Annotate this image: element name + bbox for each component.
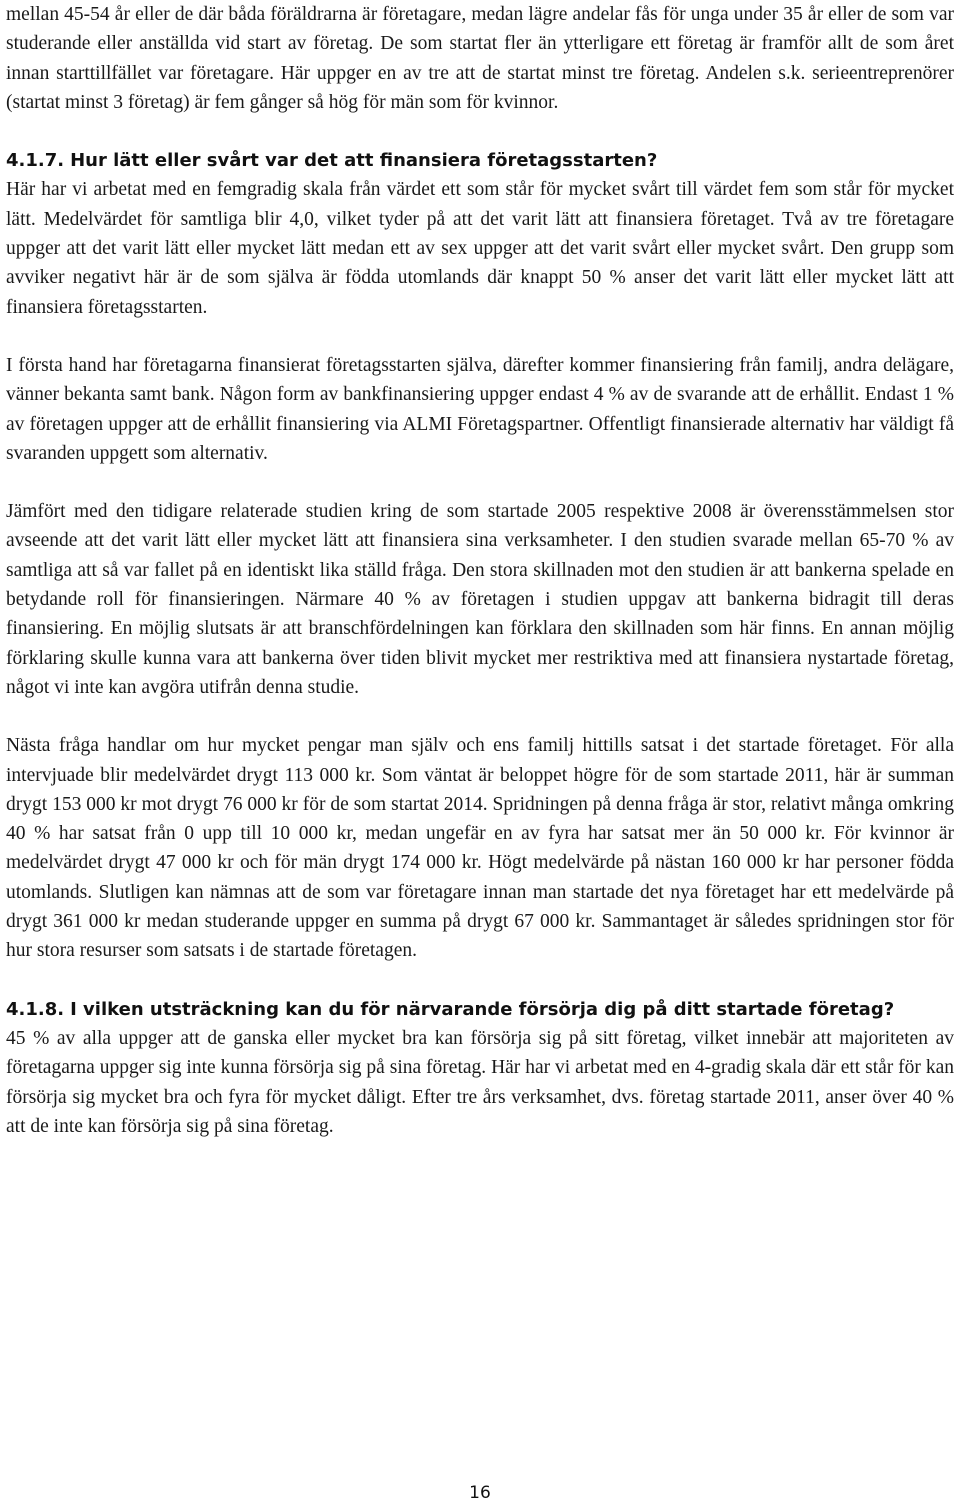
- page-number: 16: [469, 1483, 491, 1503]
- paragraph-serial-entrepreneurs: mellan 45-54 år eller de där båda föräldrarna är företagare, medan lägre andelar fås för unga under 35 år eller de som var studerande eller anställda vid start av företag. De som startat fler än ytterligare ett företag är framför allt de som året innan starttillfället var företagare. Här uppger en av tre att de startat minst tre företag. Andelen s.k. serieentreprenörer (startat minst 3 företag) är fem gånger så hög för män som för kvinnor.: [6, 4, 954, 113]
- section-heading-4-1-8: [6, 995, 954, 1024]
- section-heading-4-1-7: [6, 146, 954, 175]
- paragraph-self-support: 45 % av alla uppger att de ganska eller mycket bra kan försörja sig på sitt företag, vilket innebär att majoriteten av företagarna uppger sig inte kunna försörja sig på sina företag. Här har vi arbetat med en 4-gradig skala där ett står för kan försörja sig mycket bra och fyra för mycket dåligt. Efter tre års verksamhet, dvs. företag startade 2011, anser över 40 % att de inte kan försörja sig på sina företag.: [6, 1027, 954, 1137]
- paragraph-invested-capital: Nästa fråga handlar om hur mycket pengar man själv och ens familj hittills satsat i det startade företaget. För alla intervjuade blir medelvärdet drygt 113 000 kr. Som väntat är beloppet högre för de som startade 2011, här är summan drygt 153 000 kr mot drygt 76 000 kr för de som startat 2014. Spridningen på denna fråga är stor, relativt många omkring 40 % har satsat från 0 upp till 10 000 kr, medan ungefär en av fyra har satsat mer än 50 000 kr. För kvinnor är medelvärdet drygt 47 000 kr och för män drygt 174 000 kr. Högt medelvärde på nästan 160 000 kr har personer födda utomlands. Slutligen kan nämnas att de som var företagare innan man startade det nya företaget har ett medelvärde på drygt 361 000 kr medan studerande uppger en summa på drygt 67 000 kr. Sammantaget är således spridningen stor för hur stora resurser som satsats i de startade företagen.: [6, 735, 954, 962]
- spacer: [6, 468, 954, 497]
- section-title: I vilken utsträckning kan du för närvarande försörja dig på ditt startade företag?: [70, 998, 895, 1020]
- spacer: [6, 322, 954, 351]
- section-number: 4.1.8.: [6, 998, 65, 1020]
- spacer: [6, 966, 954, 995]
- document-page: [6, 0, 954, 1141]
- paragraph-comparison-earlier-study: Jämfört med den tidigare relaterade studien kring de som startade 2005 respektive 2008 är överensstämmelsen stor avseende att det varit lätt eller mycket lätt att finansiera sina verksamheter. I den studien svarade mellan 65-70 % av samtliga att så var fallet på en identiskt lika ställd fråga. Den stora skillnaden mot den studien är att bankerna spelade en betydande roll för finansieringen. Närmare 40 % av företagen i studien uppgav att bankerna bidragit till deras finansiering. En möjlig slutsats är att branschfördelningen kan förklara den skillnaden som här finns. En annan möjlig förklaring skulle kunna vara att bankerna över tiden blivit mycket mer restriktiva med att finansiera nystartade företag, något vi inte kan avgöra utifrån denna studie.: [6, 501, 954, 698]
- paragraph-financing-ease: Här har vi arbetat med en femgradig skala från värdet ett som står för mycket svårt till värdet fem som står för mycket lätt. Medelvärdet för samtliga blir 4,0, vilket tyder på att det varit lätt att finansiera företaget. Två av tre företagare uppger att det varit lätt eller mycket lätt medan ett av sex uppger att det varit svårt eller mycket svårt. Den grupp som avviker negativt här är de som själva är födda utomlands där knappt 50 % anser det varit lätt eller mycket lätt att finansiera företagsstarten.: [6, 179, 954, 318]
- section-number: 4.1.7.: [6, 150, 65, 172]
- section-title: Hur lätt eller svårt var det att finansiera företagsstarten?: [70, 150, 658, 172]
- spacer: [6, 117, 954, 146]
- spacer: [6, 702, 954, 731]
- paragraph-financing-sources: I första hand har företagarna finansierat företagsstarten själva, därefter kommer finansiering från familj, andra delägare, vänner bekanta samt bank. Någon form av bankfinansiering uppger endast 4 % av de svarande att de erhållit. Endast 1 % av företagen uppger att de erhållit finansiering via ALMI Företagspartner. Offentligt finansierade alternativ har väldigt få svaranden uppgett som alternativ.: [6, 354, 954, 464]
